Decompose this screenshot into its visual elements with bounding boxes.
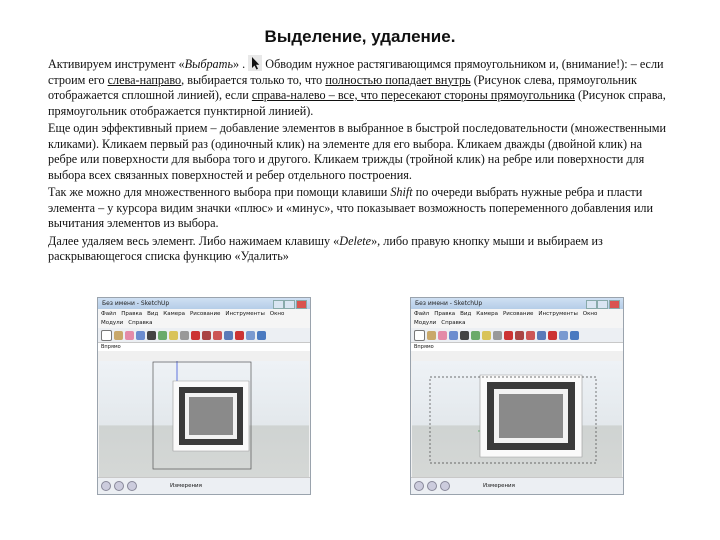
make-component-icon[interactable] (427, 331, 436, 340)
p1-underline: слева-направо (107, 72, 182, 87)
help-icon[interactable] (427, 481, 437, 491)
tape-icon[interactable] (235, 331, 244, 340)
menu-view[interactable]: Вид (460, 311, 472, 317)
menu-camera[interactable]: Камера (476, 311, 498, 317)
eraser-icon[interactable] (125, 331, 134, 340)
p1-underline: полностью попадает внутрь (325, 72, 471, 87)
menu-file[interactable]: Файл (414, 311, 430, 317)
screenshot-right (410, 297, 624, 495)
paragraph-3 (48, 185, 673, 232)
menu-view[interactable]: Вид (147, 311, 159, 317)
menu-bar-2 (411, 319, 623, 328)
toolbar (411, 328, 623, 343)
paragraph-1 (48, 55, 673, 119)
arc-icon[interactable] (158, 331, 167, 340)
status-bar (98, 477, 310, 494)
arrow-cursor-icon (248, 55, 262, 71)
rotate-icon[interactable] (526, 331, 535, 340)
paragraph-4 (48, 234, 673, 265)
select-tool-name: Выбрать (184, 57, 234, 71)
delete-key-name: Delete (339, 233, 372, 248)
p1-text: Активируем инструмент « (48, 57, 185, 71)
window-title: Без имени - SketchUp (102, 300, 170, 307)
close-icon[interactable] (609, 300, 620, 309)
menu-help[interactable]: Справка (128, 320, 153, 326)
menu-window[interactable]: Окно (269, 311, 285, 317)
paint-bucket-icon[interactable] (136, 331, 145, 340)
menu-plugins[interactable]: Модули (101, 320, 124, 326)
line-icon[interactable] (147, 331, 156, 340)
info-icon[interactable] (101, 481, 111, 491)
menu-edit[interactable]: Правка (121, 311, 143, 317)
info-icon[interactable] (414, 481, 424, 491)
measurements-label: Измерения (483, 483, 515, 489)
frame-opening (499, 394, 563, 438)
menu-bar (411, 309, 623, 319)
orbit-icon[interactable] (559, 331, 568, 340)
zoom-icon[interactable] (257, 331, 266, 340)
page-title: Выделение, удаление. (264, 27, 456, 46)
viewport-3d[interactable] (412, 361, 622, 477)
orbit-icon[interactable] (246, 331, 255, 340)
p1-text: Обводим нужное растягивающимся прямоугольником и, (внимание!): – если строим его (48, 57, 664, 87)
minimize-icon[interactable] (273, 300, 284, 309)
push-pull-icon[interactable] (191, 331, 200, 340)
scene-drawing (99, 361, 309, 477)
zoom-icon[interactable] (570, 331, 579, 340)
screenshot-left (97, 297, 311, 495)
rectangle-icon[interactable] (482, 331, 491, 340)
offset-icon[interactable] (537, 331, 546, 340)
p1-text: (Рисунок слева, прямоугольник отображается сплошной линией), если (48, 72, 637, 102)
minimize-icon[interactable] (586, 300, 597, 309)
help-icon[interactable] (114, 481, 124, 491)
paint-bucket-icon[interactable] (449, 331, 458, 340)
hint-text: Впрямо (98, 343, 310, 351)
close-icon[interactable] (296, 300, 307, 309)
tape-icon[interactable] (548, 331, 557, 340)
menu-bar (98, 309, 310, 319)
menu-camera[interactable]: Камера (163, 311, 185, 317)
move-icon[interactable] (202, 331, 211, 340)
user-icon[interactable] (440, 481, 450, 491)
menu-bar-2 (98, 319, 310, 328)
line-icon[interactable] (460, 331, 469, 340)
frame-opening (189, 397, 233, 435)
make-component-icon[interactable] (114, 331, 123, 340)
p1-text: , выбирается только то, что (181, 72, 326, 87)
hint-text: Впрямо (411, 343, 623, 351)
rectangle-icon[interactable] (169, 331, 178, 340)
maximize-icon[interactable] (284, 300, 295, 309)
menu-window[interactable]: Окно (582, 311, 598, 317)
menu-tools[interactable]: Инструменты (225, 311, 265, 317)
window-titlebar (98, 298, 310, 309)
text-body (48, 55, 673, 267)
p4-text: Далее удаляем весь элемент. Либо нажимаем клавишу « (48, 233, 340, 248)
circle-icon[interactable] (493, 331, 502, 340)
p3-text: Так же можно для множественного выбора при помощи клавиши (48, 185, 391, 199)
window-title: Без имени - SketchUp (415, 300, 483, 307)
menu-draw[interactable]: Рисование (189, 311, 221, 317)
push-pull-icon[interactable] (504, 331, 513, 340)
select-tool-icon[interactable] (101, 330, 112, 341)
maximize-icon[interactable] (597, 300, 608, 309)
menu-draw[interactable]: Рисование (502, 311, 534, 317)
paragraph-2: Еще один эффективный прием – добавление элементов в выбранное в быстрой последовательности (множественными кликами). Кликаем первый раз (одиночный клик) на элементе для его выбора. Кликаем дважды (двойной клик) на ребре или поверхности для выбора того и другого. Кликаем трижды (тройной клик) на ребре или поверхности для выбора всех связанных поверхностей и ребер отдельного построения. (48, 121, 667, 182)
p1-underline: справа-налево – все, что пересекают стороны прямоугольника (251, 88, 575, 102)
menu-tools[interactable]: Инструменты (538, 311, 578, 317)
user-icon[interactable] (127, 481, 137, 491)
menu-plugins[interactable]: Модули (414, 320, 437, 326)
p1-text: (Рисунок справа, прямоугольник отображается пунктирной линией). (48, 88, 666, 118)
rotate-icon[interactable] (213, 331, 222, 340)
toolbar (98, 328, 310, 343)
arc-icon[interactable] (471, 331, 480, 340)
measurements-label: Измерения (170, 483, 202, 489)
viewport-3d[interactable] (99, 361, 309, 477)
shift-key-name: Shift (390, 185, 413, 199)
offset-icon[interactable] (224, 331, 233, 340)
menu-edit[interactable]: Правка (434, 311, 456, 317)
p3-text: по очереди выбрать нужные ребра и пласти элемента – у курсора видим значки «плюс» и «минус», что показывает возможность попеременного добавления или вычитания элементов из выбора. (48, 185, 653, 230)
move-icon[interactable] (515, 331, 524, 340)
circle-icon[interactable] (180, 331, 189, 340)
eraser-icon[interactable] (438, 331, 447, 340)
p4-text: », либо правую кнопку мыши и выбираем из раскрывающегося списка функцию «Удалить» (48, 233, 603, 263)
menu-help[interactable]: Справка (441, 320, 466, 326)
menu-file[interactable]: Файл (101, 311, 117, 317)
p1-text: » . (233, 57, 246, 71)
status-bar (411, 477, 623, 494)
window-titlebar (411, 298, 623, 309)
scene-drawing (412, 361, 622, 477)
select-tool-icon[interactable] (414, 330, 425, 341)
